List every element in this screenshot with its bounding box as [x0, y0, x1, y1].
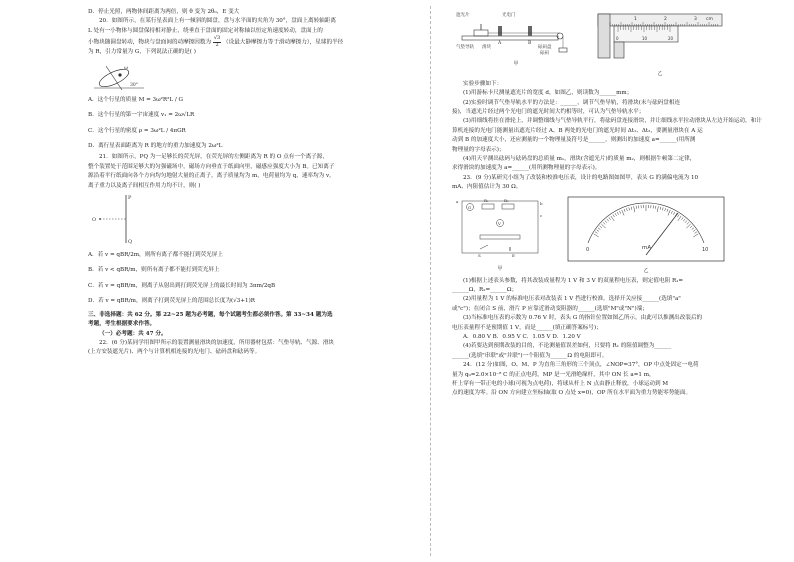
label-e: E	[512, 252, 515, 258]
q21-stem-line: 源沿着平行纸面向各个方向均匀地射大量的正离子，离子质量均为 m，电荷量均为 q，速率均为 v，	[88, 173, 335, 180]
ion-source-dot	[99, 218, 101, 220]
milliammeter-figure	[566, 195, 726, 263]
q21-option-d: D．若 v = qBR/m，则离子打到荧光屏上的范围总长度为(√3+1)R	[88, 298, 255, 305]
label-g: G	[468, 204, 472, 210]
label-b: b	[540, 200, 543, 206]
label-q: Q	[128, 239, 133, 246]
label-c: c	[540, 212, 543, 218]
step-line: (4)用天平测出砝码与砝码盘的总质量 m₁，滑块(含遮光片)的质量 m₂，则根据牛顿第二定律，	[463, 156, 696, 163]
q20-tilted-disk-figure	[88, 58, 148, 94]
q21-stem-line: 离子重力以及离子间相互作用力均不计，则( )	[88, 182, 201, 189]
q21-option-b: B．若 v < qBR/m，则所有离子都不能打到荧光屏上	[88, 267, 220, 274]
circuit-caption: 甲	[497, 266, 503, 273]
q20-option-c: C．这个行星的密度 ρ = 3ω²L / 4πGR	[88, 127, 186, 134]
step-line: (2)实验时调节气垫导轨水平的方法是：______，调节气垫导轨，将滑块(未与砝码盘相连	[463, 99, 681, 106]
figure-yi	[594, 8, 726, 80]
left-column	[88, 8, 410, 358]
q20-stem-text: 小物块随圆盘转动，物块与盘面间的动摩擦因数为	[88, 39, 212, 46]
circuit-diagram	[452, 195, 548, 261]
q23-part-line: ______(选填"串联"或"并联")一个阻值为______Ω 的电阻即可。	[452, 352, 608, 359]
q20-stem-line: 为 R，引力常量为 G，下列说法正确的是( )	[88, 49, 196, 56]
air-track-figure	[452, 8, 580, 56]
meter-unit-label: mA	[642, 244, 652, 251]
q20-stem-line: L 处有一小物体与圆盘保持相对静止，绕垂直于盘面的固定对称轴以恒定角速度转动，盘面上的	[88, 27, 323, 34]
q22-stem-line: (上方安装遮光片)、两个与计算机相连接的光电门、砝码盘和砝码等。	[88, 349, 261, 356]
figure-jia-caption: 甲	[513, 61, 519, 68]
vernier-caliper-figure	[594, 8, 726, 66]
fraction-denominator: 2	[215, 41, 219, 48]
label-p: P	[128, 195, 132, 202]
label-o: O	[92, 217, 97, 224]
q23-part-line: ______Ω，R₂=______Ω；	[452, 286, 518, 293]
air-track	[462, 36, 558, 40]
moving-jaw	[614, 42, 624, 58]
omega-label: ω	[124, 64, 129, 71]
q21-option-c: C．若 v = qBR/m，则离子从射出到打到荧光屏上的最长时间为 3πm/2qB	[88, 282, 276, 289]
vernier-label: 0	[616, 36, 619, 41]
label-r2: R₂	[504, 197, 509, 203]
fixed-jaw	[598, 14, 610, 58]
step-line: 动到 B 的加速度大小，还应测量的一个物理量及符号是______，则测出的加速度 a=______(用所测	[452, 137, 696, 144]
q23-part-line: 电压表量程不是预期值 1 V，而是______(填正确答案标号)；	[452, 324, 602, 331]
label-weights: 砝码	[540, 51, 549, 56]
meter-caption: 乙	[643, 268, 649, 275]
q23-part-line: (2)用量程为 1 V 的标准电压表对改装表 1 V 挡进行校准，选择开关应接______(选填"a"	[463, 296, 681, 303]
vernier-label: 10	[642, 36, 648, 41]
q20-option-a: A．这个行星的质量 M = 3ω²R²L / G	[88, 96, 183, 103]
label-photogate: 光电门	[502, 13, 516, 18]
q23-part-line: 或"c")；在闭合 S 前，滑片 P 应靠近滑动变阻器的______(选填"M"或"N")端；	[452, 305, 648, 312]
q20-stem-text: （设最大静摩擦力等于滑动摩擦力），星球的半径	[223, 39, 344, 46]
q23-choices: A．0.80 V B．0.95 V C．1.05 V D．1.20 V	[463, 333, 581, 340]
photogate-b	[528, 26, 532, 36]
q21-screen-figure	[88, 191, 148, 247]
step-line: 算机连接的光电门能测量出遮光片经过 A、B 两处的光电门的遮光时间 Δt₁、Δt₂，要测量滑块在 A 运	[452, 127, 703, 134]
step-line: 接)，当遮光片经过两个光电门的遮光时间大约相等时，可认为气垫导轨水平；	[452, 109, 645, 116]
small-block	[118, 73, 121, 76]
q23-stem-line: 23．(9 分)某研究小组为了改装和校准电压表，设计的电路图如图甲，表头 G 的满偏电流为 10	[463, 174, 699, 181]
q23-part-line: (1)根据上述表头参数，将其改装成量程为 1 V 和 3 V 的双量程电压表，则定值电阻 R₁=	[463, 277, 684, 284]
circuit-outline	[462, 201, 538, 253]
q23-stem-line: mA、内阻值估计为 30 Ω。	[452, 184, 522, 191]
meter-tick-label-max: 10	[702, 246, 709, 253]
steps-title: 实验步骤如下：	[463, 80, 503, 87]
rheostat	[480, 235, 520, 239]
right-column	[452, 8, 782, 399]
step-line: 求得滑块的加速度为 a=______(用所测物理量的字母表示)。	[452, 165, 601, 172]
section3-title: 三、非选择题：共 62 分。第 22~25 题为必考题，每个试题考生都必须作答。第 33~34 题为选	[88, 311, 333, 318]
q23-part-line: (3)当标准电压表的示数为 0.76 V 时，表头 G 的指针位置如图乙所示，由此可以推测出改装后的	[463, 315, 703, 322]
vernier-label: 20	[668, 36, 674, 41]
resistor-r2	[502, 204, 514, 209]
caliper-label: 3	[694, 17, 697, 22]
angle-label: 30°	[130, 82, 138, 88]
weight-pan	[559, 48, 567, 52]
meter-tick-label-min: 0	[586, 246, 590, 253]
resistor-r1	[482, 204, 494, 209]
q21-stem-line: 整个装置处于范围足够大的匀强磁场中，磁场方向垂直于纸面向里，磁感应强度大小为 B。已知离子	[88, 163, 335, 170]
q20-stem-line	[88, 36, 410, 48]
figure-jia	[452, 8, 580, 70]
meter-figure-wrap	[566, 195, 726, 277]
label-a: a	[456, 198, 459, 204]
section3-subtitle: （一）必考题：共 47 分。	[99, 330, 167, 337]
label-r1: R₁	[484, 197, 489, 203]
q22-figures-row	[452, 8, 782, 80]
step-line: (3)用细线将挂在滑轮上，并调整细线与气垫导轨平行，将砝码盘连接滑块，并让细线水平拉动滑块从左边开始运动，和计	[463, 118, 762, 125]
circuit-figure-wrap	[452, 195, 548, 275]
label-slider: 滑块	[482, 45, 491, 50]
caliper-unit: cm	[706, 17, 713, 22]
q20-stem-line: 20．如图所示，在某行星表面上有一倾斜的圆盘，盘与水平面的夹角为 30°，盘面上离转轴距离	[99, 18, 336, 25]
q20-option-d: D．离行星表面距离为 R 的地方的重力加速度为 2ω²L	[88, 143, 223, 150]
q24-stem-line: 量为 q₀=2.0×10⁻⁸ C 的正点电荷，MP 是一光滑绝缘杆，其中 ON 长 a=1 m，	[452, 371, 655, 378]
label-a: A	[498, 41, 502, 46]
label-air-track: 气垫导轨	[456, 45, 474, 50]
q24-stem-line: 24．(12 分)如图，O、M、P 为直角三角形的三个顶点，∠NOP=37°，OP 中点处固定一电荷	[463, 362, 699, 369]
photogate-a	[498, 26, 502, 36]
q24-stem-line: 点的速度为零。沿 ON 方向建立坐标轴(取 O 点处 x=0)，OP 所在水平面为重力势能零势能面。	[452, 390, 692, 397]
step-line: 物理量的字母表示)；	[452, 146, 505, 153]
figure-yi-caption: 乙	[657, 71, 663, 78]
q19-option-d: D．停止光照，两物体间距离为两倍，则 θ 变为 2θ₀，E 变大	[88, 9, 240, 15]
label-b: B	[528, 41, 532, 46]
q20-option-b: B．这个行星的第一宇宙速度 v₁ = 2ω√LR	[88, 112, 195, 119]
label-v: V	[498, 220, 501, 226]
q21-option-a: A．若 v = qBR/2m，则所有离子都不能打到荧光屏上	[88, 252, 223, 259]
caliper-label: 2	[664, 17, 667, 22]
q23-part-line: (4)若要达到预期改装的目的，不论测量值误差如何，只要将 R₁ 的阻值调整为______	[463, 343, 672, 350]
q22-stem-line: 22．(6 分)某同学用图甲所示的装置测量滑块的加速度，所用器材包括：气垫导轨、气源、滑块	[99, 339, 334, 346]
q23-figures-row	[452, 195, 782, 277]
label-weight-pan: 砝码盘	[538, 45, 552, 50]
step-line: (1)用游标卡尺测量遮光片的宽度 d，如图乙，则读数为______mm；	[463, 90, 633, 97]
slider-block	[474, 30, 488, 36]
friction-coefficient-fraction	[213, 36, 221, 48]
label-s: S	[478, 252, 481, 258]
fraction-numerator: √3	[213, 35, 221, 42]
q24-stem-line: 杆上穿有一带正电的小球(可视为点电荷)，将球从杆上 N 点由静止释放，小球运动到 M	[452, 380, 669, 387]
label-shade-plate: 遮光片	[456, 13, 470, 18]
section3-title-cont: 考题，考生根据要求作答。	[88, 321, 156, 328]
q21-stem-line: 21．如图所示，PQ 为一足够长的荧光屏，在荧光屏的左侧距离为 R 的 O 点有一个离子源，	[99, 154, 328, 161]
caliper-label: 1	[634, 17, 637, 22]
switch-s	[480, 245, 488, 249]
column-divider	[430, 6, 431, 556]
